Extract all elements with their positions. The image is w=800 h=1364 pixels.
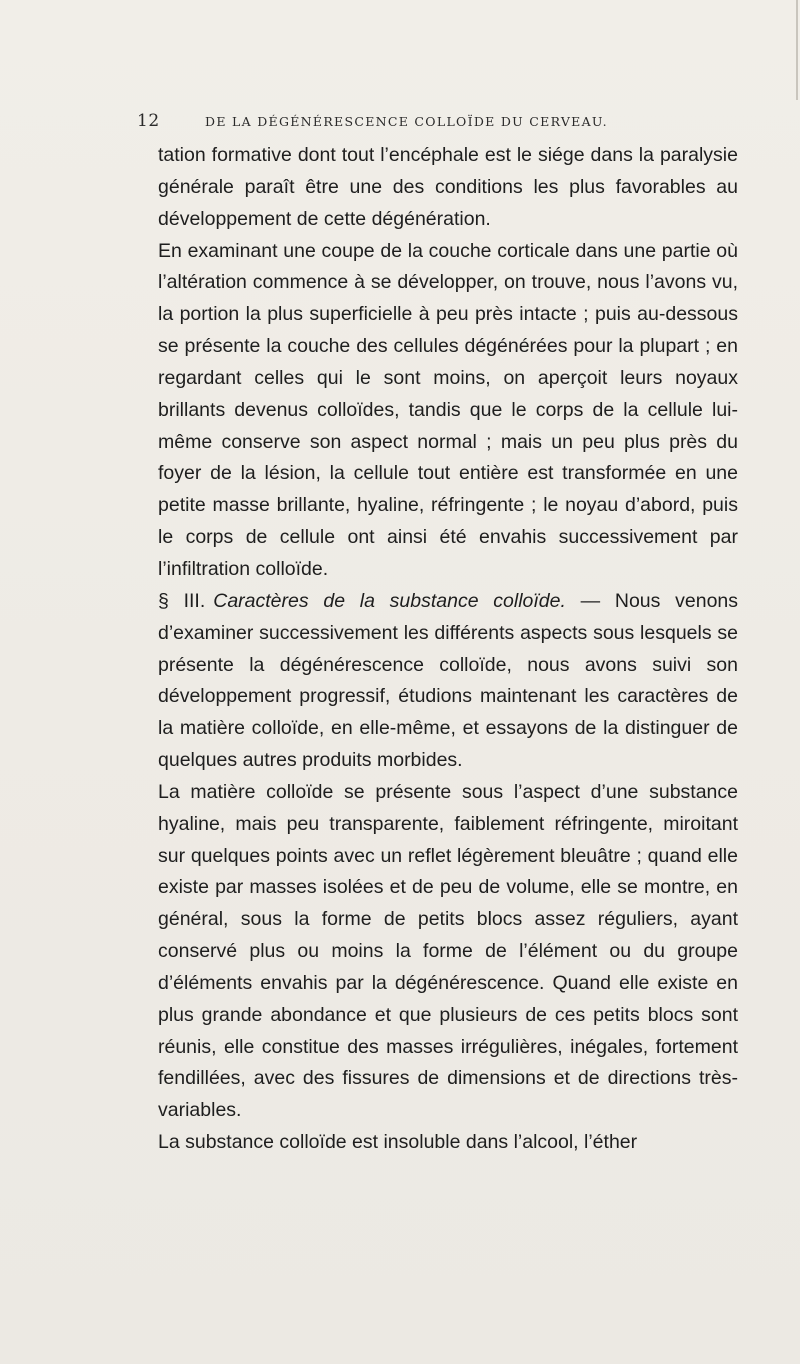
paragraph-3: [158, 586, 738, 777]
paragraph-1: tation formative dont tout l’encéphale est le siége dans la paralysie générale paraît être une des conditions les plus favorables au développement de cette dégénération.: [158, 144, 738, 230]
page-number: 12: [137, 111, 160, 131]
paragraph-2: En examinant une coupe de la couche corticale dans une partie où l’altération commence à se développer, on trouve, nous l’avons vu, la portion la plus superficielle à peu près intacte ; puis au-dessous se présente la couche des cellules dégénérées pour la plupart ; en regardant celles qui le sont moins, on aperçoit leurs noyaux brillants devenus colloïdes, tandis que le corps de la cellule lui-même conserve son aspect normal ; mais un peu plus près du foyer de la lésion, la cellule tout entière est transformée en une petite masse brillante, hyaline, réfringente ; le noyau d’abord, puis le corps de cellule ont ainsi été envahis successivement par l’infiltration colloïde.: [158, 239, 738, 580]
paragraph-5: La substance colloïde est insoluble dans l’alcool, l’éther: [158, 1131, 638, 1154]
section-title: Caractères de la substance colloïde.: [213, 589, 566, 612]
running-head: DE LA DÉGÉNÉRESCENCE COLLOÏDE DU CERVEAU.: [205, 114, 608, 129]
section-number: § III.: [158, 589, 206, 612]
body-text: [158, 140, 738, 1159]
paragraph-3-text: — Nous venons d’examiner successivement les différents aspects sous lesquels se présente la dégénérescence colloïde, nous avons suivi son développement progressif, étudions maintenant les caractères de la matière colloïde, en elle-même, et essayons de la distinguer de quelques autres produits morbides.: [158, 589, 739, 772]
paragraph-4: La matière colloïde se présente sous l’aspect d’une substance hyaline, mais peu transparente, faiblement réfringente, miroitant sur quelques points avec un reflet légèrement bleuâtre ; quand elle existe par masses isolées et de peu de volume, elle se montre, en général, sous la forme de petits blocs assez réguliers, ayant conservé plus ou moins la forme de l’élément ou du groupe d’éléments envahis par la dégénérescence. Quand elle existe en plus grande abondance et que plusieurs de ces petits blocs sont réunis, elle constitue des masses irrégulières, inégales, fortement fendillées, avec des fissures de dimensions et de directions très-variables.: [158, 780, 738, 1122]
page-edge-line: [796, 0, 798, 100]
page-header: [137, 111, 737, 135]
